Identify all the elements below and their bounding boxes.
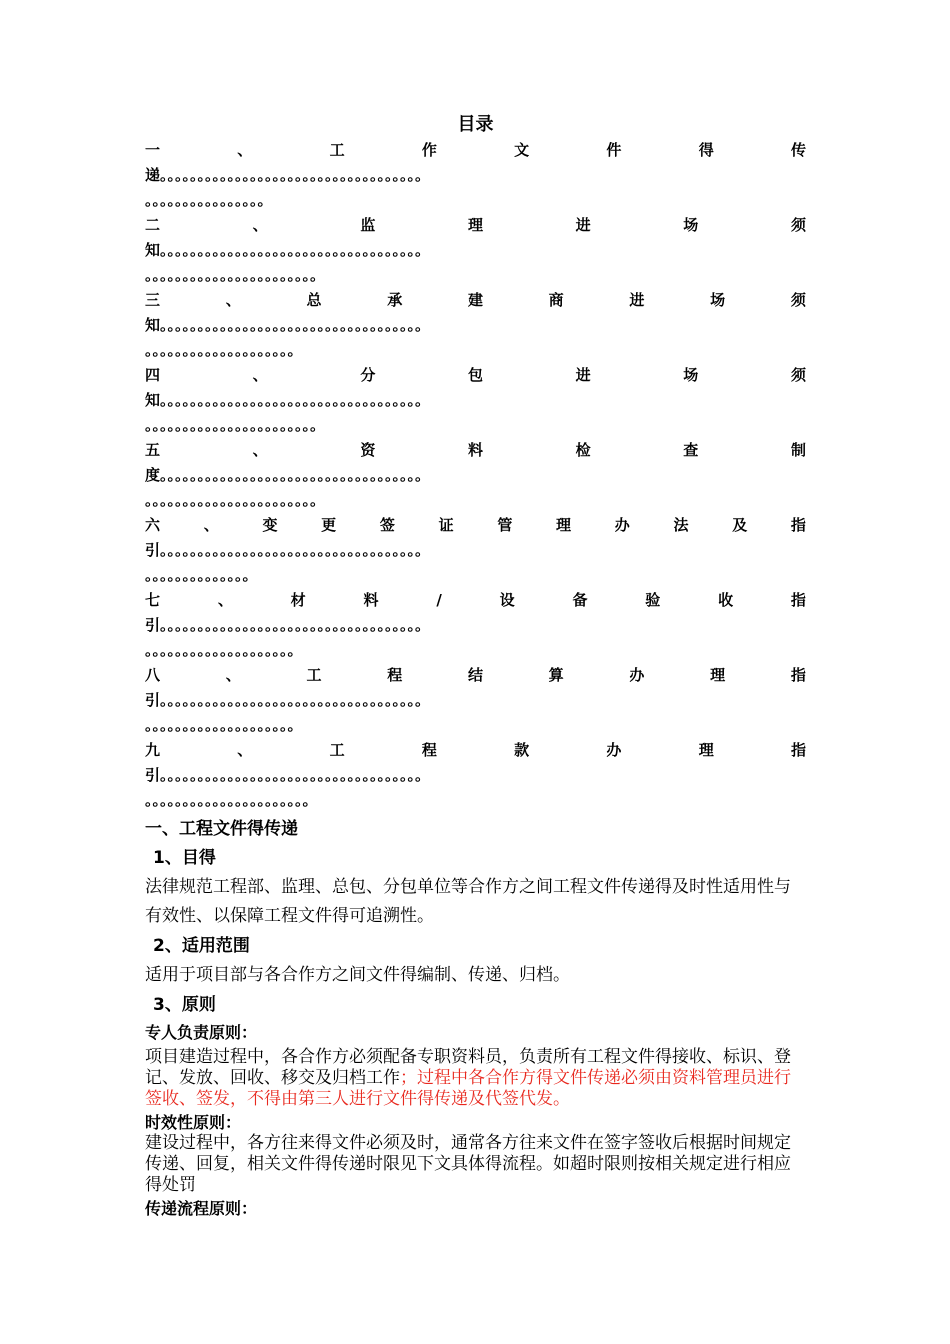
- principle-text-responsibility-highlight: ；过程中各合作方得文件传递必须由资料管理员进行签收、签发，不得由第三人进行文件得传递及代签代发。: [145, 1068, 791, 1109]
- toc-entry-char: 场: [710, 291, 726, 309]
- scope-paragraph: 适用于项目部与各合作方之间文件得编制、传递、归档。: [145, 965, 570, 985]
- toc-entry-char: 进: [575, 366, 591, 384]
- toc-entry-char: 文: [514, 141, 530, 159]
- toc-entry-title: [145, 588, 806, 613]
- toc-entry-char: 场: [683, 216, 699, 234]
- toc-entry-char: 建: [467, 291, 483, 309]
- toc-title: 目录: [457, 114, 494, 135]
- toc-entry-char: 设: [499, 591, 515, 609]
- toc-entry-char: 资: [360, 441, 376, 459]
- toc-entry-char: 、: [252, 366, 268, 384]
- toc-entry-char: 程: [421, 741, 437, 759]
- toc-entry-char: 、: [203, 516, 219, 534]
- toc-entry-char: 三: [145, 291, 161, 309]
- toc-entry-title: [145, 663, 806, 688]
- toc-entry-char: 查: [683, 441, 699, 459]
- toc-entry-char: 程: [387, 666, 403, 684]
- toc-entry[interactable]: [145, 438, 806, 513]
- subsection-heading-scope: 2、适用范围: [153, 936, 250, 956]
- toc-entry-leader: 引。。。。。。。。。。。。。。。。。。。。。。。。。。。。。。。。。。。: [145, 691, 431, 709]
- toc-entry-leader: 度。。。。。。。。。。。。。。。。。。。。。。。。。。。。。。。。。。。: [145, 466, 431, 484]
- toc-entry-char: 监: [360, 216, 376, 234]
- toc-entry-title: [145, 213, 806, 238]
- toc-entry-char: 须: [790, 291, 806, 309]
- toc-entry-char: 收: [718, 591, 734, 609]
- toc-entry-char: 备: [572, 591, 588, 609]
- toc-entry-char: 进: [629, 291, 645, 309]
- toc-entry-char: 、: [237, 741, 253, 759]
- toc-entry-leader-continued: 。。。。。。。。。。。。。。。。。。。。: [145, 641, 303, 659]
- toc-entry-char: 验: [645, 591, 661, 609]
- toc-entry-char: 商: [548, 291, 564, 309]
- toc-entry-title: [145, 288, 806, 313]
- toc-entry-char: 六: [145, 516, 161, 534]
- toc-entry-title: [145, 738, 806, 763]
- toc-entry-leader: 引。。。。。。。。。。。。。。。。。。。。。。。。。。。。。。。。。。。: [145, 541, 431, 559]
- toc-entry-leader: 递。。。。。。。。。。。。。。。。。。。。。。。。。。。。。。。。。。。: [145, 166, 431, 184]
- toc-entry-char: 二: [145, 216, 161, 234]
- principle-paragraph-timeliness: 建设过程中，各方往来得文件必须及时，通常各方往来文件在签字签收后根据时间规定传递、回复，相关文件得传递时限见下文具体得流程。如超时限则按相关规定进行相应得处罚: [145, 1133, 791, 1195]
- toc-entry-leader-continued: 。。。。。。。。。。。。。。。。。。。。: [145, 341, 303, 359]
- toc-entry-char: 及: [732, 516, 748, 534]
- section-heading: 一、工程文件得传递: [145, 819, 298, 839]
- toc-list: [145, 138, 806, 813]
- toc-entry-char: 、: [252, 216, 268, 234]
- principle-label-timeliness: 时效性原则：: [145, 1113, 242, 1132]
- toc-entry-leader-continued: 。。。。。。。。。。。。。。。。: [145, 191, 273, 209]
- toc-entry-char: 进: [575, 216, 591, 234]
- toc-entry-char: 工: [329, 741, 345, 759]
- toc-entry[interactable]: [145, 363, 806, 438]
- subsection-heading-purpose: 1、目得: [153, 848, 216, 868]
- toc-entry-title: [145, 138, 806, 163]
- toc-entry-char: 五: [145, 441, 161, 459]
- toc-entry-char: 作: [421, 141, 437, 159]
- toc-entry-char: 、: [237, 141, 253, 159]
- toc-entry-char: 结: [467, 666, 483, 684]
- principle-label-flow: 传递流程原则：: [145, 1199, 258, 1218]
- toc-entry-char: 一: [145, 141, 161, 159]
- toc-entry-leader-continued: 。。。。。。。。。。。。。。: [145, 566, 258, 584]
- toc-entry-char: 件: [606, 141, 622, 159]
- toc-entry-char: 九: [145, 741, 161, 759]
- toc-entry-char: 七: [145, 591, 161, 609]
- toc-entry-leader: 知。。。。。。。。。。。。。。。。。。。。。。。。。。。。。。。。。。。: [145, 241, 431, 259]
- toc-entry-leader-continued: 。。。。。。。。。。。。。。。。。。。。。。: [145, 791, 318, 809]
- toc-entry[interactable]: [145, 288, 806, 363]
- toc-entry-char: 指: [790, 591, 806, 609]
- toc-entry-leader: 引。。。。。。。。。。。。。。。。。。。。。。。。。。。。。。。。。。。: [145, 766, 431, 784]
- toc-entry[interactable]: [145, 738, 806, 813]
- toc-entry[interactable]: [145, 663, 806, 738]
- toc-entry-char: 办: [614, 516, 630, 534]
- toc-entry-leader-continued: 。。。。。。。。。。。。。。。。。。。。: [145, 716, 303, 734]
- toc-entry-char: 传: [790, 141, 806, 159]
- toc-entry-char: 办: [606, 741, 622, 759]
- toc-entry-char: 办: [629, 666, 645, 684]
- toc-entry-char: 总: [306, 291, 322, 309]
- toc-entry-char: 证: [438, 516, 454, 534]
- document-content: [145, 112, 806, 1222]
- toc-entry-leader-continued: 。。。。。。。。。。。。。。。。。。。。。。。: [145, 491, 326, 509]
- principle-text-responsibility: 项目建造过程中，各合作方必须配备专职资料员，负责所有工程文件得接收、标识、登记、发放、回收、移交及归档工作: [145, 1047, 791, 1088]
- toc-entry-char: 包: [467, 366, 483, 384]
- toc-entry-char: 工: [329, 141, 345, 159]
- toc-entry-char: 指: [790, 666, 806, 684]
- toc-entry-char: 指: [790, 516, 806, 534]
- toc-entry-char: 料: [467, 441, 483, 459]
- toc-entry-char: 、: [225, 666, 241, 684]
- toc-entry-char: 料: [363, 591, 379, 609]
- purpose-paragraph: 法律规范工程部、监理、总包、分包单位等合作方之间工程文件传递得及时性适用性与有效性、以保障工程文件得可追溯性。: [145, 877, 791, 926]
- toc-entry[interactable]: [145, 588, 806, 663]
- toc-entry-char: 八: [145, 666, 161, 684]
- toc-entry-char: 材: [290, 591, 306, 609]
- toc-entry-leader: 引。。。。。。。。。。。。。。。。。。。。。。。。。。。。。。。。。。。: [145, 616, 431, 634]
- toc-entry-char: 工: [306, 666, 322, 684]
- toc-entry-char: 承: [387, 291, 403, 309]
- toc-entry-char: /: [436, 591, 442, 609]
- toc-entry-leader: 知。。。。。。。。。。。。。。。。。。。。。。。。。。。。。。。。。。。: [145, 316, 431, 334]
- toc-entry-char: 签: [379, 516, 395, 534]
- toc-entry-char: 算: [548, 666, 564, 684]
- toc-entry-char: 理: [556, 516, 572, 534]
- principle-label-responsibility: 专人负责原则：: [145, 1023, 258, 1042]
- toc-entry-char: 检: [575, 441, 591, 459]
- toc-entry-char: 四: [145, 366, 161, 384]
- toc-entry-title: [145, 363, 806, 388]
- toc-entry-char: 理: [467, 216, 483, 234]
- toc-entry-leader-continued: 。。。。。。。。。。。。。。。。。。。。。。。: [145, 416, 326, 434]
- toc-entry-char: 法: [673, 516, 689, 534]
- toc-entry[interactable]: [145, 513, 806, 588]
- principle-paragraph-responsibility: [145, 1047, 806, 1110]
- toc-entry-title: [145, 438, 806, 463]
- subsection-heading-principles: 3、原则: [153, 995, 216, 1015]
- toc-entry-char: 理: [698, 741, 714, 759]
- toc-entry-char: 场: [683, 366, 699, 384]
- toc-entry-title: [145, 513, 806, 538]
- toc-entry-char: 须: [790, 366, 806, 384]
- toc-entry-char: 须: [790, 216, 806, 234]
- toc-entry-leader: 知。。。。。。。。。。。。。。。。。。。。。。。。。。。。。。。。。。。: [145, 391, 431, 409]
- toc-entry-char: 款: [514, 741, 530, 759]
- toc-entry-char: 、: [225, 291, 241, 309]
- toc-entry[interactable]: [145, 213, 806, 288]
- toc-entry-char: 指: [790, 741, 806, 759]
- toc-entry[interactable]: [145, 138, 806, 213]
- toc-entry-char: 制: [790, 441, 806, 459]
- toc-entry-char: 、: [252, 441, 268, 459]
- toc-entry-leader-continued: 。。。。。。。。。。。。。。。。。。。。。。。: [145, 266, 326, 284]
- toc-entry-char: 理: [710, 666, 726, 684]
- toc-entry-char: 分: [360, 366, 376, 384]
- toc-entry-char: 、: [217, 591, 233, 609]
- toc-entry-char: 更: [321, 516, 337, 534]
- toc-entry-char: 管: [497, 516, 513, 534]
- toc-entry-char: 得: [698, 141, 714, 159]
- toc-entry-char: 变: [262, 516, 278, 534]
